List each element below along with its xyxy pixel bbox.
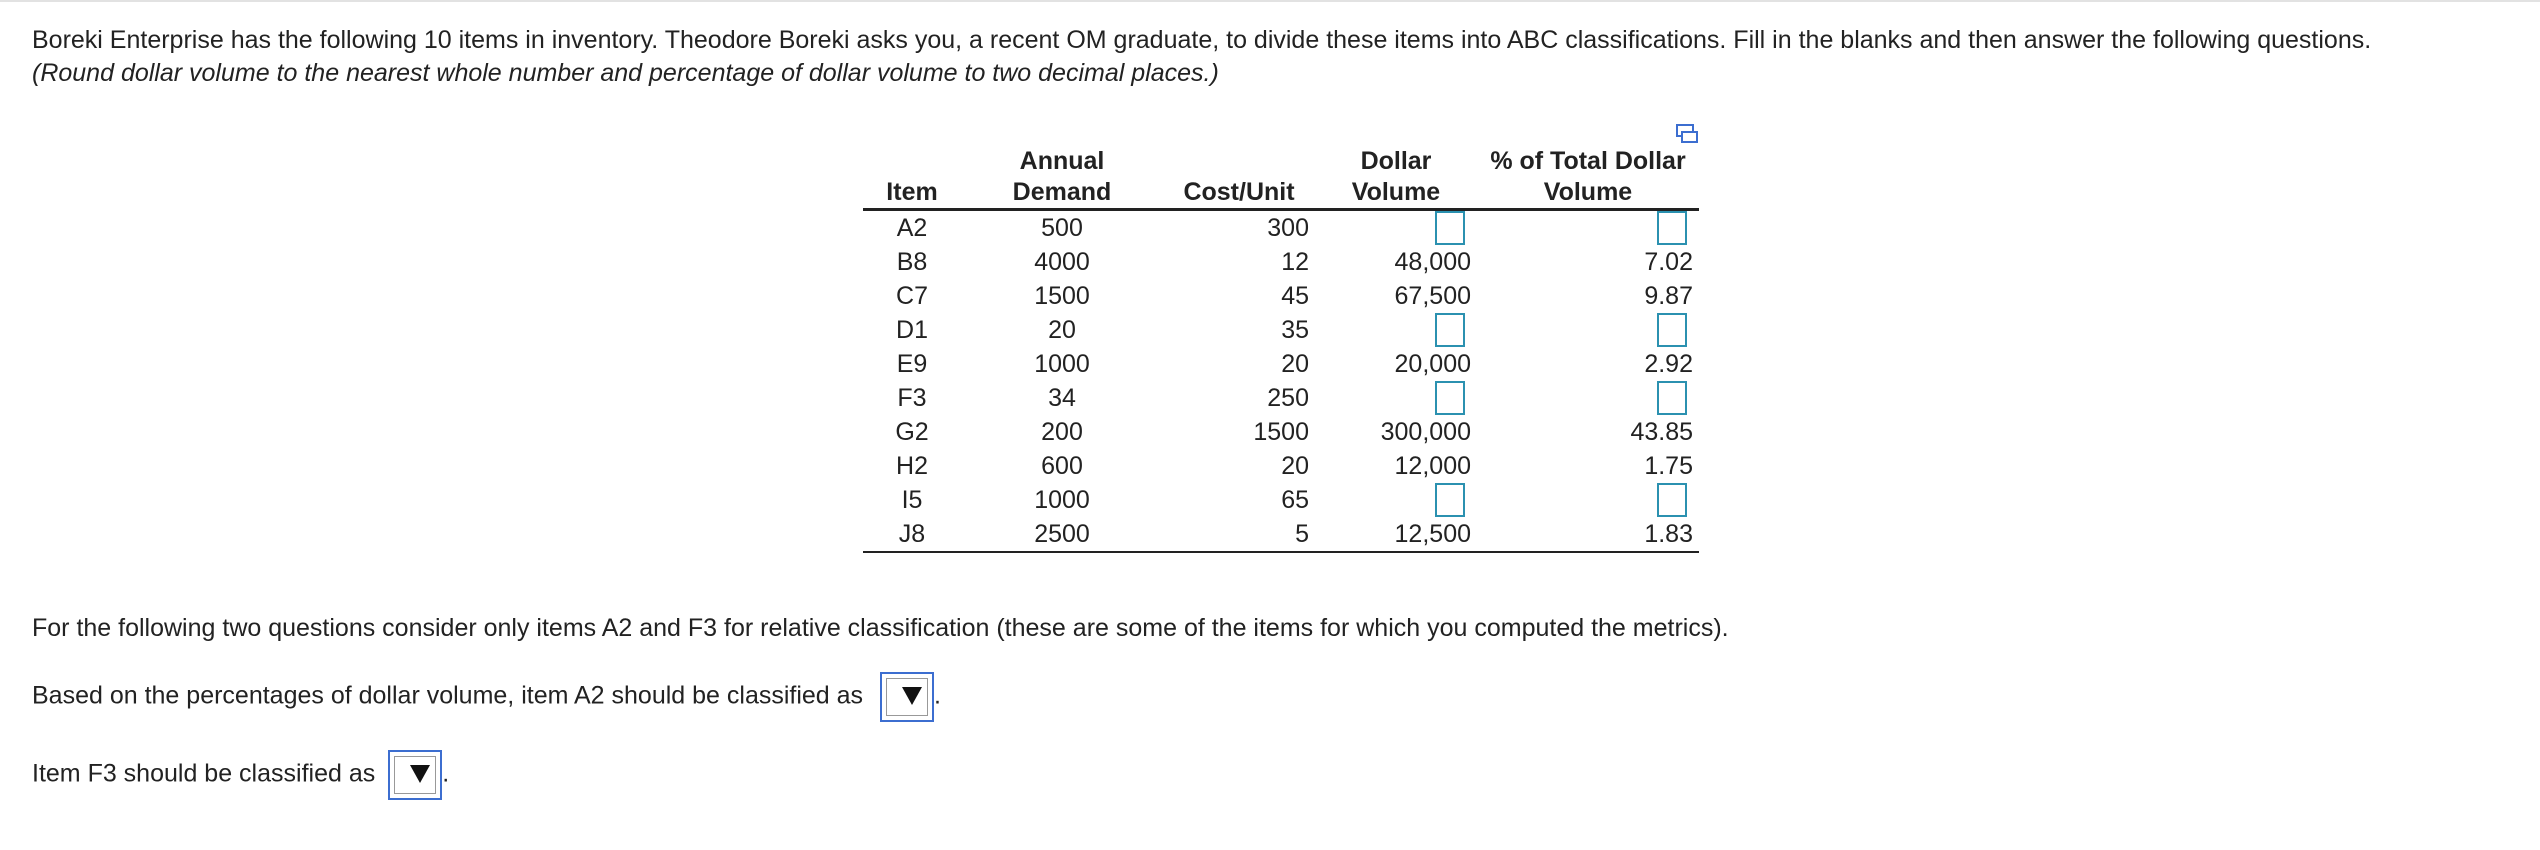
cell-cost-unit: 20 — [1281, 350, 1309, 378]
cell-dollar-volume[interactable] — [1315, 381, 1477, 415]
cell-dollar-volume-input[interactable] — [1435, 313, 1465, 347]
cell-dollar-volume[interactable] — [1315, 210, 1477, 246]
cell-dollar-volume: 67,500 — [1394, 282, 1471, 310]
dropdown-arrow-icon — [410, 765, 430, 783]
table-row — [863, 279, 1699, 313]
inventory-table — [863, 146, 1699, 553]
header-annual-demand: Annual Demand — [1012, 147, 1112, 206]
cell-pct-dollar-volume-input[interactable] — [1657, 211, 1687, 245]
cell-pct-dollar-volume[interactable] — [1477, 313, 1699, 347]
cell-dollar-volume[interactable] — [1315, 483, 1477, 517]
cell-item: B8 — [896, 248, 928, 276]
cell-pct-dollar-volume-input[interactable] — [1657, 483, 1687, 517]
f3-classification-dropdown[interactable] — [388, 750, 442, 800]
a2-classification-dropdown[interactable] — [880, 672, 934, 722]
header-pct-dollar-volume: % of Total Dollar Volume — [1490, 147, 1686, 206]
header-item: Item — [886, 178, 938, 206]
cell-item: E9 — [896, 350, 928, 378]
cell-cost-unit: 300 — [1267, 214, 1309, 242]
cell-pct-dollar-volume: 1.75 — [1644, 452, 1693, 480]
cell-dollar-volume-input[interactable] — [1435, 381, 1465, 415]
cell-dollar-volume-input[interactable] — [1435, 211, 1465, 245]
table-body — [863, 210, 1699, 553]
cell-pct-dollar-volume: 9.87 — [1644, 282, 1693, 310]
question-f3 — [32, 750, 449, 800]
cell-annual-demand: 1500 — [1034, 282, 1090, 310]
questions-intro: For the following two questions consider only items A2 and F3 for relative classification (these are some of the items for which you computed the metrics). — [32, 614, 1729, 642]
cell-pct-dollar-volume: 7.02 — [1644, 248, 1693, 276]
cell-cost-unit: 65 — [1281, 486, 1309, 514]
cell-annual-demand: 4000 — [1034, 248, 1090, 276]
question-f3-text: Item F3 should be classified as — [32, 759, 376, 788]
cell-annual-demand: 600 — [1041, 452, 1083, 480]
table-row — [863, 517, 1699, 552]
table-row — [863, 210, 1699, 246]
cell-cost-unit: 45 — [1281, 282, 1309, 310]
header-dollar-volume: Dollar Volume — [1351, 147, 1441, 206]
cell-item: G2 — [895, 418, 929, 446]
period: . — [442, 759, 450, 788]
cell-cost-unit: 12 — [1281, 248, 1309, 276]
cell-pct-dollar-volume-input[interactable] — [1657, 381, 1687, 415]
table-row — [863, 483, 1699, 517]
cell-dollar-volume: 20,000 — [1394, 350, 1471, 378]
cell-pct-dollar-volume: 1.83 — [1644, 520, 1693, 548]
top-divider — [0, 0, 2540, 2]
cell-cost-unit: 250 — [1267, 384, 1309, 412]
table-header-row — [863, 146, 1699, 210]
period: . — [934, 681, 941, 710]
cell-dollar-volume: 48,000 — [1394, 248, 1471, 276]
cell-pct-dollar-volume-input[interactable] — [1657, 313, 1687, 347]
cell-annual-demand: 34 — [1048, 384, 1076, 412]
cell-cost-unit: 5 — [1295, 520, 1309, 548]
cell-cost-unit: 20 — [1281, 452, 1309, 480]
cell-pct-dollar-volume[interactable] — [1477, 210, 1699, 246]
problem-statement — [32, 24, 2512, 90]
table-row — [863, 245, 1699, 279]
cell-annual-demand: 20 — [1048, 316, 1076, 344]
cell-dollar-volume[interactable] — [1315, 313, 1477, 347]
table-row — [863, 313, 1699, 347]
cell-pct-dollar-volume[interactable] — [1477, 381, 1699, 415]
cell-dollar-volume: 300,000 — [1380, 418, 1471, 446]
cell-annual-demand: 1000 — [1034, 350, 1090, 378]
table-row — [863, 347, 1699, 381]
cell-pct-dollar-volume: 2.92 — [1644, 350, 1693, 378]
dropdown-arrow-icon — [902, 687, 922, 705]
cell-annual-demand: 500 — [1041, 214, 1083, 242]
header-cost-unit: Cost/Unit — [1183, 178, 1295, 206]
table-row — [863, 415, 1699, 449]
cell-item: H2 — [896, 452, 928, 480]
cell-cost-unit: 35 — [1281, 316, 1309, 344]
cell-item: D1 — [896, 316, 928, 344]
table-row — [863, 381, 1699, 415]
cell-annual-demand: 2500 — [1034, 520, 1090, 548]
table-row — [863, 449, 1699, 483]
cell-dollar-volume-input[interactable] — [1435, 483, 1465, 517]
cell-item: I5 — [901, 486, 923, 514]
cell-annual-demand: 1000 — [1034, 486, 1090, 514]
cell-dollar-volume: 12,000 — [1394, 452, 1471, 480]
problem-text: Boreki Enterprise has the following 10 items in inventory. Theodore Boreki asks you, a recent OM graduate, to divide these items into ABC classifications. Fill in the blanks and then answer the following questions. — [32, 26, 2372, 54]
cell-item: J8 — [898, 520, 926, 548]
question-a2-text: Based on the percentages of dollar volume, item A2 should be classified as — [32, 681, 864, 710]
question-a2 — [32, 672, 941, 722]
cell-item: C7 — [896, 282, 928, 310]
cell-pct-dollar-volume: 43.85 — [1630, 418, 1693, 446]
copy-table-icon[interactable] — [1676, 124, 1698, 144]
inventory-table-container — [863, 146, 1699, 553]
cell-item: A2 — [896, 214, 928, 242]
cell-annual-demand: 200 — [1041, 418, 1083, 446]
cell-item: F3 — [897, 384, 927, 412]
cell-dollar-volume: 12,500 — [1394, 520, 1471, 548]
cell-pct-dollar-volume[interactable] — [1477, 483, 1699, 517]
cell-cost-unit: 1500 — [1253, 418, 1309, 446]
rounding-instructions: (Round dollar volume to the nearest whole number and percentage of dollar volume to two decimal places.) — [32, 59, 1219, 87]
